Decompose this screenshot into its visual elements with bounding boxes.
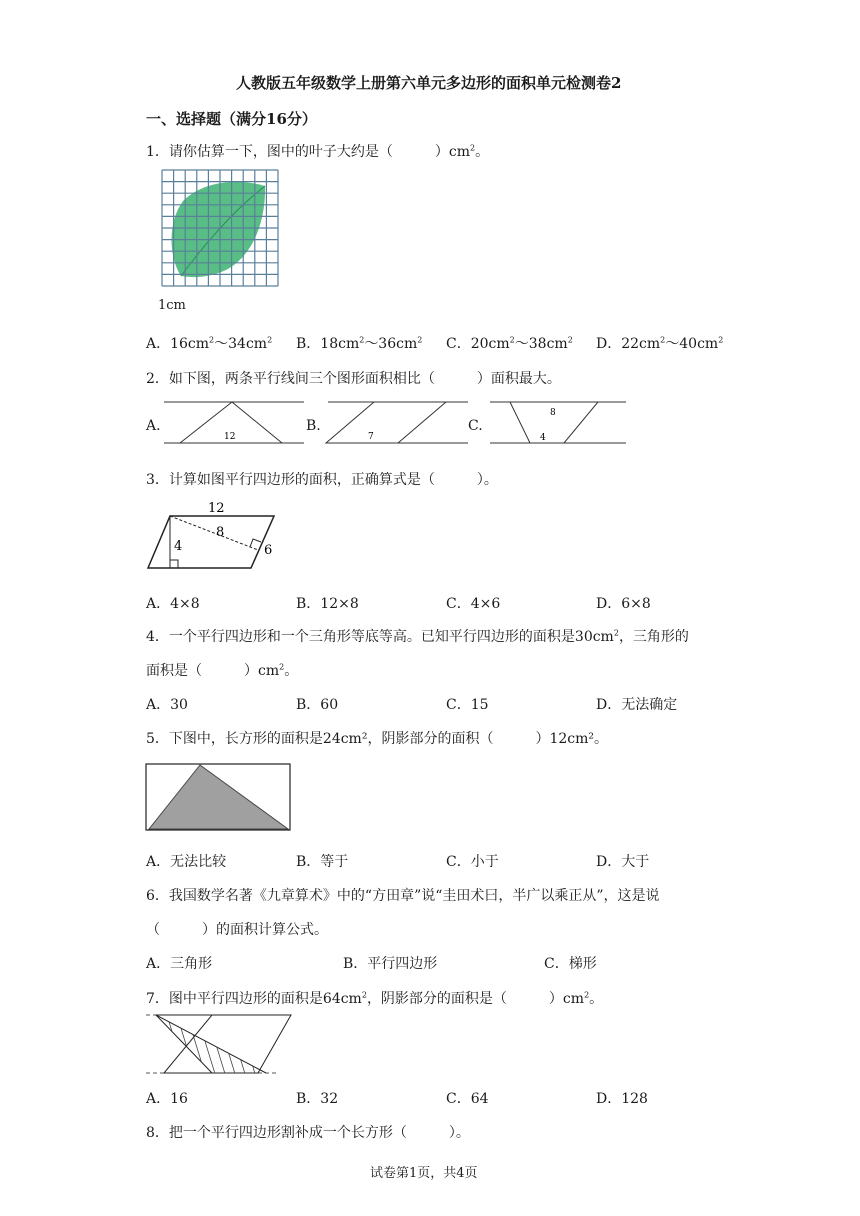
q3-parallelogram-figure (146, 498, 286, 573)
q2-option-b-label[interactable]: B. (306, 418, 321, 434)
page-footer: 试卷第1页，共4页 (370, 1166, 478, 1181)
question-5-text: 5．下图中，长方形的面积是24cm²，阴影部分的面积（ ）12cm²。 (146, 731, 608, 747)
fig-c-top-label: 8 (550, 408, 556, 418)
fig-label-12: 12 (208, 501, 225, 516)
q1-option-c[interactable]: C．$20cm^2\sim 38cm^2$ (446, 335, 573, 352)
fig-label-8: 8 (216, 525, 225, 540)
fig-c-bottom-label: 4 (540, 433, 546, 443)
q4-option-a[interactable]: A．30 (146, 697, 188, 713)
fig-label-4: 4 (174, 539, 183, 554)
q5-rectangle-figure (145, 763, 293, 833)
page-title: 人教版五年级数学上册第六单元多边形的面积单元检测卷2 (236, 74, 622, 92)
q4-option-b[interactable]: B．60 (296, 697, 339, 713)
q2-figure-b (326, 398, 476, 448)
section-heading: 一、选择题（满分16分） (146, 110, 317, 128)
q5-option-c[interactable]: C．小于 (446, 854, 499, 870)
q2-option-a-label[interactable]: A. (146, 418, 161, 434)
question-1-text: 1．请你估算一下，图中的叶子大约是（ ）$cm^2$。 (146, 143, 490, 160)
fig-label-6: 6 (264, 543, 273, 558)
q6-option-a[interactable]: A．三角形 (146, 956, 213, 972)
question-6-line-1: 6．我国数学名著《九章算术》中的“方田章”说“圭田术曰，半广以乘正从”，这是说 (146, 888, 660, 904)
scale-label: 1cm (158, 298, 186, 313)
q1-option-d[interactable]: D．$22cm^2\sim 40cm^2$ (596, 335, 724, 352)
question-8-text: 8．把一个平行四边形割补成一个长方形（ ）。 (146, 1125, 470, 1141)
q4-option-d[interactable]: D．无法确定 (596, 697, 678, 713)
fig-a-base-label: 12 (224, 432, 236, 442)
q3-option-d[interactable]: D．6×8 (596, 596, 651, 612)
question-4-line-1: 4．一个平行四边形和一个三角形等底等高。已知平行四边形的面积是$30cm^2$，三角形的 (146, 628, 689, 645)
q7-parallelogram-figure (146, 1012, 296, 1077)
q1-option-a[interactable]: A．$16cm^2\sim 34cm^2$ (146, 335, 273, 352)
question-3-text: 3．计算如图平行四边形的面积，正确算式是（ ）。 (146, 472, 498, 488)
q2-figure-c (488, 398, 638, 448)
q3-option-c[interactable]: C．4×6 (446, 596, 501, 612)
q5-option-a[interactable]: A．无法比较 (146, 854, 227, 870)
shaded-triangle (149, 765, 288, 829)
question-6-line-2: （ ）的面积计算公式。 (146, 922, 328, 938)
q7-option-a[interactable]: A．16 (146, 1091, 188, 1107)
q3-option-b[interactable]: B．12×8 (296, 596, 359, 612)
fig-b-base-label: 7 (368, 432, 374, 442)
q3-option-a[interactable]: A．4×8 (146, 596, 200, 612)
q7-option-d[interactable]: D．128 (596, 1091, 648, 1107)
q5-option-d[interactable]: D．大于 (596, 854, 650, 870)
leaf-grid-figure (148, 166, 278, 316)
q2-figure-a (162, 398, 312, 448)
q7-option-b[interactable]: B．32 (296, 1091, 339, 1107)
question-7-text: 7．图中平行四边形的面积是$64cm^2$，阴影部分的面积是（ ）$cm^2$。 (146, 990, 604, 1007)
q2-option-c-label[interactable]: C. (468, 418, 483, 434)
q6-option-c[interactable]: C．梯形 (544, 956, 597, 972)
q7-option-c[interactable]: C．64 (446, 1091, 489, 1107)
question-4-line-2: 面积是（ ）$cm^2$。 (146, 662, 299, 679)
question-2-text: 2．如下图，两条平行线间三个图形面积相比（ ）面积最大。 (146, 371, 561, 387)
q6-option-b[interactable]: B．平行四边形 (343, 956, 438, 972)
q4-option-c[interactable]: C．15 (446, 697, 489, 713)
q5-option-b[interactable]: B．等于 (296, 854, 349, 870)
q1-option-b[interactable]: B．$18cm^2\sim 36cm^2$ (296, 335, 423, 352)
